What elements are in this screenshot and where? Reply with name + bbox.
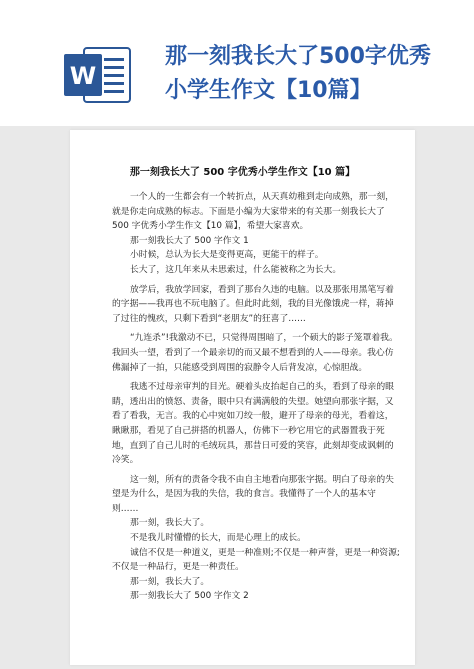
document-paragraph: 我逃不过母亲审判的目光。硬着头皮抬起自己的头，看到了母亲的眼睛，透出出的愤怒、责备，眼中只有满满般的失望。她望向那张字据，又看了看我，无言。我的心中宛如刀绞一般，避开了母亲的母光，看着这，瞅瞅那，看见了自己拼搭的机器人，仿佛下一秒它用它的武器置我于死地，直到了自己儿时的毛绒玩具，那昔日可爱的笑容，此刻却变成讽刺的冷笑。 bbox=[112, 382, 394, 466]
document-paragraph: 那一刻，我长大了。 bbox=[130, 576, 210, 587]
document-paragraph: 长大了，这几年来从未思索过，什么能被称之为长大。 bbox=[130, 264, 342, 275]
document-paragraph: 那一刻，我长大了。 bbox=[130, 518, 210, 529]
document-paragraph: 小时候，总认为长大是变得更高，更能干的样子。 bbox=[130, 250, 324, 261]
document-paragraph: 放学后，我放学回家，看到了那台久违的电脑。以及那张用黑笔写着的字据——我再也不玩电脑了。但此时此刻，我的目光像饿虎一样，蒋掉了过往的愧疚，只剩下看到“老朋友”的狂喜了…… bbox=[112, 284, 394, 324]
page-header bbox=[0, 0, 474, 140]
document-paragraph: “九连杀”!我激动不已，只觉得周围暗了，一个硕大的影子笼罩着我。我回头一望，看到了一个最亲切的而又最不想看到的人——母亲。我心仿佛漏掉了一拍，只能感受到周围的寂静令人后背发凉，心惊胆战。 bbox=[112, 333, 398, 373]
document-page bbox=[70, 130, 415, 665]
page-title-line-1: 那一刻我长大了500字优秀 bbox=[165, 44, 431, 69]
word-document-icon bbox=[62, 44, 132, 106]
document-paragraph: 诚信不仅是一种道义，更是一种准则;不仅是一种声誉，更是一种资源;不仅是一种品行，更是一种责任。 bbox=[112, 547, 400, 573]
page-title-line-2: 小学生作文【10篇】 bbox=[165, 78, 372, 103]
document-paragraph: 一个人的一生都会有一个转折点，从天真幼稚到走向成熟，那一刻，就是你走向成熟的标志。下面是小编为大家带来的有关那一刻我长大了 500 字优秀小学生作文【10 篇】，希望大家喜欢。 bbox=[112, 192, 394, 232]
document-paragraph: 那一刻我长大了 500 字作文 1 bbox=[130, 235, 249, 246]
document-body bbox=[112, 190, 402, 604]
document-paragraph: 这一刻，所有的责备令我不由自主地看向那张字据。明白了母亲的失望是为什么，是因为我的失信，我的食言。我懂得了一个人的基本守则…… bbox=[112, 474, 394, 514]
document-paragraph: 那一刻我长大了 500 字作文 2 bbox=[130, 591, 249, 602]
page-title bbox=[165, 40, 465, 108]
svg-text:W: W bbox=[69, 62, 97, 90]
document-paragraph: 不是我儿时懂懵的长大，而是心理上的成长。 bbox=[130, 533, 306, 544]
document-title: 那一刻我长大了 500 字优秀小学生作文【10 篇】 bbox=[129, 167, 356, 178]
